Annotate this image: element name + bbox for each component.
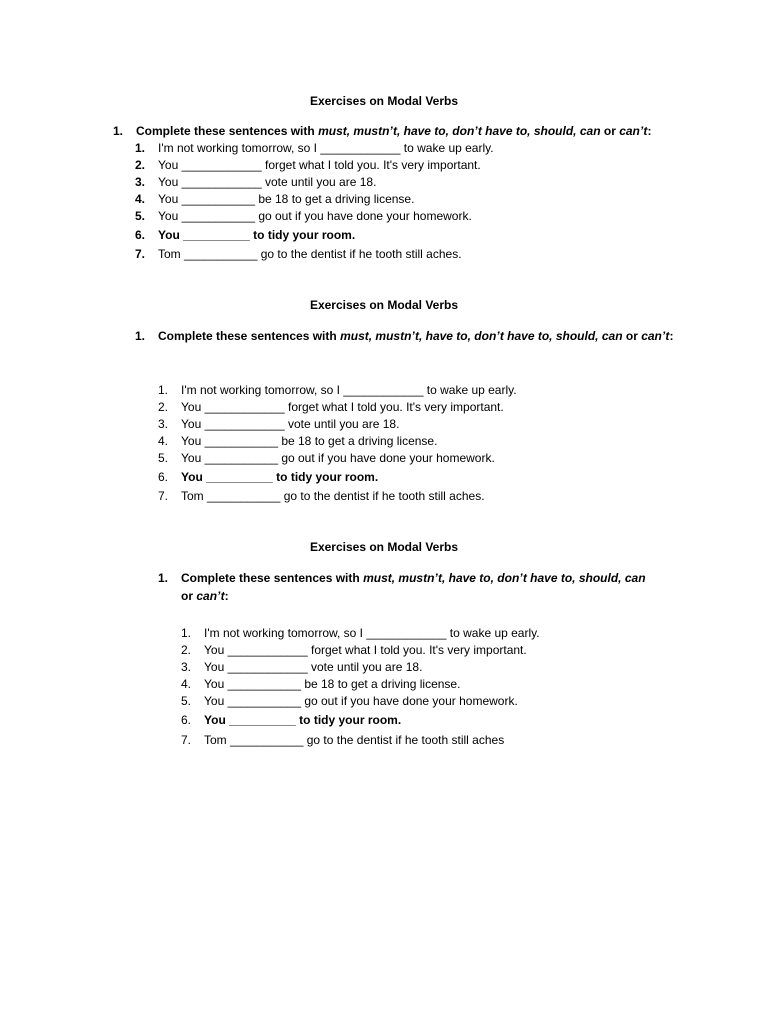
item-text: You ___________ be 18 to get a driving license. xyxy=(158,192,415,206)
item-text: You ___________ be 18 to get a driving license. xyxy=(181,434,438,448)
question-number: 1. xyxy=(113,124,124,138)
section-3-title: Exercises on Modal Verbs xyxy=(309,540,459,554)
item-text: You ____________ vote until you are 18. xyxy=(158,175,377,189)
item-number: 2. xyxy=(158,400,169,414)
question-intro: Complete these sentences with xyxy=(136,124,319,138)
item-text: You __________ to tidy your room. xyxy=(158,228,356,242)
item-text: You ____________ vote until you are 18. xyxy=(181,417,400,431)
item-text: You ___________ go out if you have done your homework. xyxy=(204,694,518,708)
item-text: You ___________ go out if you have done your homework. xyxy=(181,451,495,465)
item-number: 7. xyxy=(158,489,169,503)
question-modals: must, mustn’t, have to, don’t have to, should, can xyxy=(318,124,601,138)
item-number: 6. xyxy=(158,470,169,484)
item-number: 7. xyxy=(135,247,146,261)
item-number: 4. xyxy=(158,434,169,448)
item-text: You ____________ forget what I told you. It's very important. xyxy=(204,643,527,657)
section-2-title: Exercises on Modal Verbs xyxy=(309,298,459,312)
item-number: 3. xyxy=(135,175,146,189)
item-number: 5. xyxy=(158,451,169,465)
question-colon: : xyxy=(224,589,229,603)
question-colon: : xyxy=(647,124,652,138)
item-number: 1. xyxy=(158,383,169,397)
question-or: or xyxy=(622,329,642,343)
question-modals-last: can’t xyxy=(196,589,225,603)
item-text: Tom ___________ go to the dentist if he tooth still aches xyxy=(204,733,505,747)
item-text: You __________ to tidy your room. xyxy=(181,470,379,484)
item-number: 2. xyxy=(135,158,146,172)
item-text: Tom ___________ go to the dentist if he tooth still aches. xyxy=(158,247,462,261)
item-text: I'm not working tomorrow, so I ____________ to wake up early. xyxy=(158,141,494,155)
question-colon: : xyxy=(669,329,674,343)
item-number: 1. xyxy=(181,626,192,640)
question-number: 1. xyxy=(158,571,169,585)
item-text: You ____________ forget what I told you. It's very important. xyxy=(181,400,504,414)
question-intro: Complete these sentences with xyxy=(158,329,341,343)
item-text: You __________ to tidy your room. xyxy=(204,713,402,727)
item-number: 2. xyxy=(181,643,192,657)
question-intro: Complete these sentences with xyxy=(181,571,364,585)
question-modals: must, mustn’t, have to, don’t have to, should, can xyxy=(340,329,623,343)
question-number: 1. xyxy=(135,329,146,343)
item-number: 6. xyxy=(181,713,192,727)
item-text: I'm not working tomorrow, so I ____________ to wake up early. xyxy=(204,626,540,640)
section-1-title: Exercises on Modal Verbs xyxy=(309,94,459,108)
question-modals: must, mustn’t, have to, don’t have to, should, can xyxy=(363,571,646,585)
item-text: You ____________ forget what I told you. It's very important. xyxy=(158,158,481,172)
item-number: 5. xyxy=(135,209,146,223)
item-number: 4. xyxy=(135,192,146,206)
item-number: 5. xyxy=(181,694,192,708)
section-2-question xyxy=(135,327,675,345)
item-text: Tom ___________ go to the dentist if he tooth still aches. xyxy=(181,489,485,503)
item-text: I'm not working tomorrow, so I ____________ to wake up early. xyxy=(181,383,517,397)
section-3-question xyxy=(158,569,678,605)
item-text: You ___________ go out if you have done your homework. xyxy=(158,209,472,223)
question-modals-last: can’t xyxy=(641,329,670,343)
item-number: 3. xyxy=(181,660,192,674)
item-number: 4. xyxy=(181,677,192,691)
item-number: 1. xyxy=(135,141,146,155)
item-number: 6. xyxy=(135,228,146,242)
question-or: or xyxy=(600,124,620,138)
item-text: You ____________ vote until you are 18. xyxy=(204,660,423,674)
question-or: or xyxy=(181,589,197,603)
item-text: You ___________ be 18 to get a driving license. xyxy=(204,677,461,691)
section-1-question xyxy=(113,122,693,140)
question-modals-last: can’t xyxy=(619,124,648,138)
item-number: 7. xyxy=(181,733,192,747)
item-number: 3. xyxy=(158,417,169,431)
